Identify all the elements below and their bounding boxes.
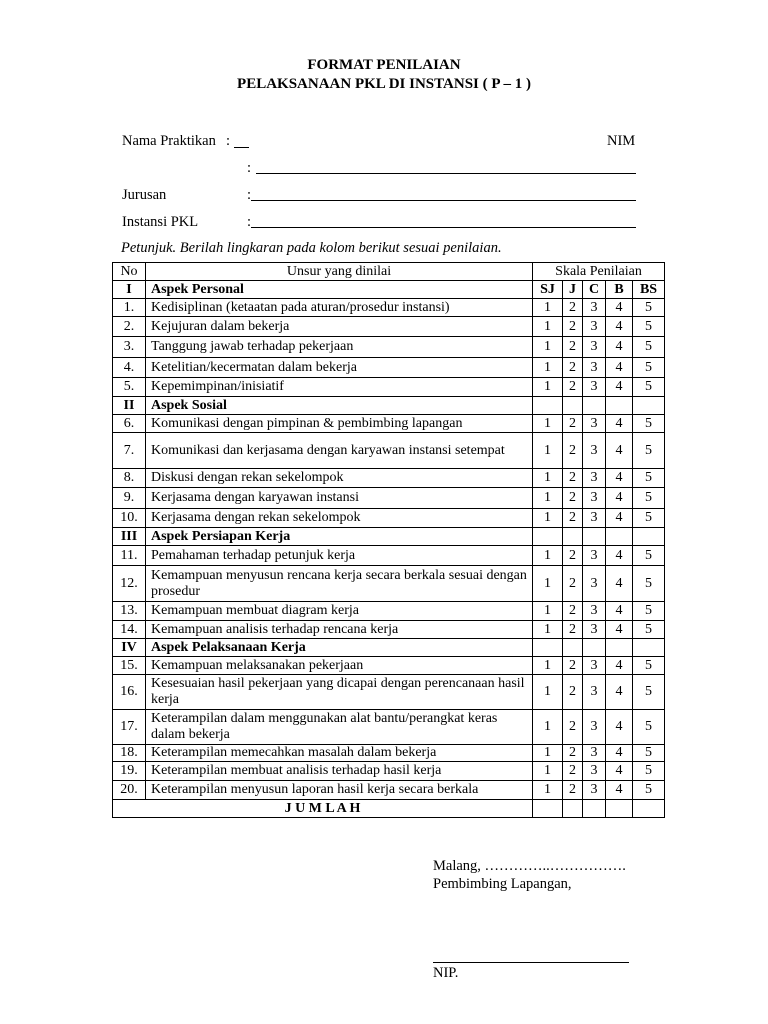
scale-option[interactable]: 4 [606,710,633,745]
item-number: 7. [113,433,146,469]
table-row [113,657,665,675]
table-row [113,602,665,621]
scale-option[interactable]: 4 [606,675,633,710]
item-text: Keterampilan menyusun laporan hasil kerja secara berkala [146,781,533,800]
scale-option[interactable]: 1 [533,299,563,317]
table-row [113,762,665,781]
scale-option[interactable]: 5 [633,546,665,566]
item-text: Pemahaman terhadap petunjuk kerja [146,546,533,566]
scale-header-cell [633,528,665,546]
item-number: 20. [113,781,146,800]
scale-option[interactable]: 1 [533,657,563,675]
section-row [113,397,665,415]
scale-option[interactable]: 3 [583,657,606,675]
scale-option[interactable]: 3 [583,745,606,762]
scale-option[interactable]: 4 [606,415,633,433]
item-number: 18. [113,745,146,762]
section-number: IV [113,639,146,657]
nama-colon: : [226,133,231,149]
instruction-text: Petunjuk. Berilah lingkaran pada kolom berikut sesuai penilaian. [121,240,502,256]
table-row [113,675,665,710]
scale-option[interactable]: 1 [533,415,563,433]
section-title: Aspek Persiapan Kerja [146,528,533,546]
scale-option[interactable]: 2 [563,299,583,317]
scale-option[interactable]: 5 [633,488,665,509]
scale-option[interactable]: 1 [533,745,563,762]
scale-option[interactable]: 5 [633,378,665,397]
scale-option[interactable]: 3 [583,602,606,621]
scale-option[interactable]: 1 [533,602,563,621]
item-number: 4. [113,358,146,378]
scale-header-cell [606,528,633,546]
table-row [113,710,665,745]
scale-header-cell [606,397,633,415]
scale-option[interactable]: 4 [606,378,633,397]
total-cell[interactable] [606,800,633,818]
item-number: 5. [113,378,146,397]
item-text: Kemampuan melaksanakan pekerjaan [146,657,533,675]
total-label: J U M L A H [113,800,533,818]
scale-option[interactable]: 3 [583,710,606,745]
scale-option[interactable]: 2 [563,745,583,762]
scale-option[interactable]: 2 [563,358,583,378]
scale-option[interactable]: 5 [633,781,665,800]
scale-option[interactable]: 1 [533,488,563,509]
scale-option[interactable]: 3 [583,488,606,509]
scale-option[interactable]: 4 [606,762,633,781]
total-cell[interactable] [533,800,563,818]
scale-option[interactable]: 5 [633,415,665,433]
header-unsur: Unsur yang dinilai [146,263,533,281]
scale-option[interactable]: 5 [633,358,665,378]
section-title: Aspek Pelaksanaan Kerja [146,639,533,657]
signature-line[interactable] [433,962,629,963]
scale-option[interactable]: 2 [563,378,583,397]
scale-option[interactable]: 1 [533,433,563,469]
item-number: 13. [113,602,146,621]
scale-option[interactable]: 4 [606,657,633,675]
scale-option[interactable]: 1 [533,358,563,378]
scale-option[interactable]: 4 [606,317,633,337]
nip-label: NIP. [433,965,459,981]
scale-option[interactable]: 5 [633,657,665,675]
scale-option[interactable]: 3 [583,299,606,317]
scale-option[interactable]: 2 [563,675,583,710]
scale-option[interactable]: 4 [606,509,633,528]
section-title: Aspek Personal [146,281,533,299]
table-row [113,299,665,317]
scale-option[interactable]: 1 [533,781,563,800]
table-row [113,745,665,762]
jurusan-label: Jurusan [122,187,167,203]
item-text: Ketelitian/kecermatan dalam bekerja [146,358,533,378]
scale-option[interactable]: 4 [606,745,633,762]
table-row [113,509,665,528]
total-cell[interactable] [583,800,606,818]
scale-option[interactable]: 1 [533,317,563,337]
scale-option[interactable]: 2 [563,317,583,337]
item-number: 9. [113,488,146,509]
scale-option[interactable]: 4 [606,299,633,317]
scale-option[interactable]: 2 [563,710,583,745]
scale-option[interactable]: 1 [533,546,563,566]
scale-option[interactable]: 5 [633,745,665,762]
scale-option[interactable]: 4 [606,469,633,488]
header-skala: Skala Penilaian [533,263,665,281]
place-date: Malang, …………..……………. [433,858,626,874]
item-text: Kemampuan menyusun rencana kerja secara berkala sesuai dengan prosedur [146,566,533,602]
scale-option[interactable]: 3 [583,378,606,397]
scale-option[interactable]: 2 [563,469,583,488]
section-row [113,528,665,546]
total-row [113,800,665,818]
scale-option[interactable]: 2 [563,657,583,675]
nama-praktikan-field[interactable] [234,147,249,148]
nim-label: NIM [607,133,636,149]
scale-option[interactable]: 1 [533,469,563,488]
scale-option[interactable]: 3 [583,358,606,378]
scale-option[interactable]: 2 [563,337,583,358]
item-number: 3. [113,337,146,358]
section-number: I [113,281,146,299]
item-text: Kemampuan membuat diagram kerja [146,602,533,621]
item-text: Kedisiplinan (ketaatan pada aturan/prosedur instansi) [146,299,533,317]
item-text: Kepemimpinan/inisiatif [146,378,533,397]
scale-option[interactable]: 2 [563,415,583,433]
scale-option[interactable]: 4 [606,602,633,621]
jurusan-field[interactable] [251,200,636,201]
item-number: 6. [113,415,146,433]
total-cell[interactable] [563,800,583,818]
scale-option[interactable]: 1 [533,675,563,710]
table-row [113,317,665,337]
scale-option[interactable]: 4 [606,621,633,639]
scale-option[interactable]: 4 [606,433,633,469]
document-subtitle: PELAKSANAAN PKL DI INSTANSI ( P – 1 ) [237,76,531,92]
item-text: Kejujuran dalam bekerja [146,317,533,337]
scale-header-cell [583,639,606,657]
scale-header-cell [533,397,563,415]
item-number: 8. [113,469,146,488]
scale-option[interactable]: 4 [606,781,633,800]
scale-option[interactable]: 2 [563,762,583,781]
scale-option[interactable]: 2 [563,566,583,602]
scale-option[interactable]: 1 [533,762,563,781]
jurusan-colon: : [247,187,252,203]
table-row [113,621,665,639]
signer-role: Pembimbing Lapangan, [433,876,572,892]
section-row [113,639,665,657]
total-cell[interactable] [633,800,665,818]
scale-header-cell [583,397,606,415]
scale-header-cell [563,397,583,415]
scale-option[interactable]: 3 [583,621,606,639]
scale-option[interactable]: 5 [633,509,665,528]
item-number: 10. [113,509,146,528]
table-row [113,781,665,800]
scale-option[interactable]: 2 [563,488,583,509]
table-row [113,566,665,602]
scale-option[interactable]: 2 [563,602,583,621]
document-title: FORMAT PENILAIAN [307,57,461,73]
item-number: 1. [113,299,146,317]
scale-option[interactable]: 5 [633,762,665,781]
scale-option[interactable]: 5 [633,602,665,621]
item-text: Komunikasi dengan pimpinan & pembimbing lapangan [146,415,533,433]
section-row [113,281,665,299]
scale-option[interactable]: 1 [533,566,563,602]
scale-header: J [563,281,583,299]
table-row [113,433,665,469]
item-text: Keterampilan memecahkan masalah dalam bekerja [146,745,533,762]
item-text: Kerjasama dengan karyawan instansi [146,488,533,509]
scale-option[interactable]: 3 [583,317,606,337]
scale-header-cell [583,528,606,546]
header-no: No [113,263,146,281]
scale-option[interactable]: 3 [583,509,606,528]
scale-option[interactable]: 3 [583,546,606,566]
scale-option[interactable]: 5 [633,566,665,602]
scale-header-cell [563,528,583,546]
scale-header-cell [563,639,583,657]
scale-option[interactable]: 5 [633,469,665,488]
scale-option[interactable]: 4 [606,546,633,566]
scale-option[interactable]: 2 [563,546,583,566]
header-row [113,263,665,281]
table-row [113,337,665,358]
scale-header-cell [633,397,665,415]
item-text: Kesesuaian hasil pekerjaan yang dicapai dengan perencanaan hasil kerja [146,675,533,710]
item-number: 15. [113,657,146,675]
item-text: Tanggung jawab terhadap pekerjaan [146,337,533,358]
nama-praktikan-label: Nama Praktikan [122,133,216,149]
scale-option[interactable]: 5 [633,317,665,337]
scale-header: B [606,281,633,299]
scale-option[interactable]: 5 [633,675,665,710]
table-row [113,358,665,378]
scale-option[interactable]: 3 [583,337,606,358]
instansi-label: Instansi PKL [122,214,199,230]
nim-field[interactable] [256,173,636,174]
scale-option[interactable]: 1 [533,621,563,639]
scale-header-cell [533,639,563,657]
item-number: 12. [113,566,146,602]
scale-option[interactable]: 3 [583,433,606,469]
scale-option[interactable]: 4 [606,337,633,358]
table-row [113,415,665,433]
item-number: 19. [113,762,146,781]
scale-option[interactable]: 2 [563,621,583,639]
item-text: Diskusi dengan rekan sekelompok [146,469,533,488]
scale-option[interactable]: 3 [583,781,606,800]
scale-option[interactable]: 2 [563,509,583,528]
scale-option[interactable]: 1 [533,337,563,358]
item-number: 11. [113,546,146,566]
scale-option[interactable]: 2 [563,781,583,800]
scale-option[interactable]: 5 [633,710,665,745]
scale-option[interactable]: 1 [533,378,563,397]
item-text: Keterampilan membuat analisis terhadap hasil kerja [146,762,533,781]
instansi-colon: : [247,214,252,230]
scale-option[interactable]: 1 [533,509,563,528]
scale-header: BS [633,281,665,299]
scale-option[interactable]: 3 [583,469,606,488]
scale-option[interactable]: 5 [633,337,665,358]
table-row [113,488,665,509]
scale-option[interactable]: 4 [606,358,633,378]
instansi-field[interactable] [251,227,636,228]
scale-option[interactable]: 1 [533,710,563,745]
table-row [113,378,665,397]
scale-header-cell [633,639,665,657]
item-text: Kemampuan analisis terhadap rencana kerja [146,621,533,639]
scale-option[interactable]: 2 [563,433,583,469]
scale-header-cell [606,639,633,657]
table-row [113,546,665,566]
item-text: Keterampilan dalam menggunakan alat bantu/perangkat keras dalam bekerja [146,710,533,745]
scale-header: SJ [533,281,563,299]
item-text: Komunikasi dan kerjasama dengan karyawan instansi setempat [146,433,533,469]
section-number: II [113,397,146,415]
scale-option[interactable]: 5 [633,433,665,469]
scale-option[interactable]: 4 [606,566,633,602]
scale-option[interactable]: 5 [633,299,665,317]
scale-option[interactable]: 3 [583,566,606,602]
assessment-table [112,262,665,818]
item-text: Kerjasama dengan rekan sekelompok [146,509,533,528]
item-number: 17. [113,710,146,745]
section-number: III [113,528,146,546]
scale-header-cell [533,528,563,546]
nim-colon: : [247,160,252,176]
scale-header: C [583,281,606,299]
scale-option[interactable]: 3 [583,415,606,433]
table-row [113,469,665,488]
scale-option[interactable]: 3 [583,762,606,781]
scale-option[interactable]: 3 [583,675,606,710]
scale-option[interactable]: 5 [633,621,665,639]
item-number: 2. [113,317,146,337]
item-number: 16. [113,675,146,710]
section-title: Aspek Sosial [146,397,533,415]
item-number: 14. [113,621,146,639]
scale-option[interactable]: 4 [606,488,633,509]
